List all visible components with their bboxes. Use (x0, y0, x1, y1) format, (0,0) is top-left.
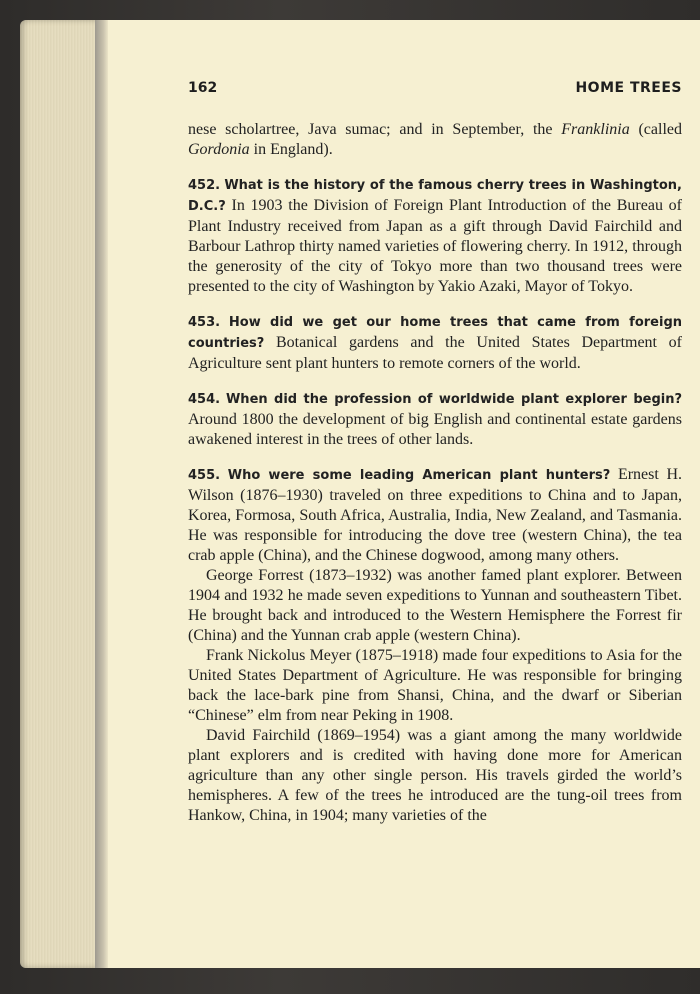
question-453: 453. How did we get our home trees that came from foreign countries? Botanical gardens and the United States Department of Agriculture sent plant hunters to remote corners of the world. (188, 315, 683, 372)
running-head (188, 78, 682, 98)
continuation-paragraph: nese scholartree, Java sumac; and in September, the Franklinia (called Gordonia in England). (188, 121, 682, 158)
body-text (188, 120, 682, 826)
running-title: HOME TREES (575, 80, 682, 96)
question-452: 452. What is the history of the famous cherry trees in Washington, D.C.? In 1903 the Division of Foreign Plant Introduction of the Bureau of Plant Industry received from Japan as a gift through David Fairchild and Barbour Lathrop thirty named varieties of flowering cherry. In 1912, through the generosity of the city of Tokyo more than two thousand trees were presented to the city of Washington by Yakio Azaki, Mayor of Tokyo. (188, 178, 683, 295)
book-page-edges (20, 20, 102, 968)
paragraph-forrest: George Forrest (1873–1932) was another famed plant explorer. Between 1904 and 1932 he made seven expeditions to Yunnan and southeastern Tibet. He brought back and introduced to the Western Hemisphere the Forrest fir (China) and the Yunnan crab apple (western China). (188, 567, 682, 644)
paragraph-meyer: Frank Nickolus Meyer (1875–1918) made four expeditions to Asia for the United States Department of Agriculture. He was responsible for bringing back the lace-bark pine from Shansi, China, and the dwarf or Siberian “Chinese” elm from near Peking in 1908. (188, 647, 682, 724)
book-page (108, 20, 700, 968)
question-454: 454. When did the profession of worldwide plant explorer begin? Around 1800 the development of big English and continental estate gardens awakened interest in the trees of other lands. (188, 392, 682, 448)
question-455: 455. Who were some leading American plant hunters? Ernest H. Wilson (1876–1930) traveled on three expeditions to China and to Japan, Korea, Formosa, South Africa, Australia, India, New Zealand, and Tasmania. He was responsible for introducing the dove tree (western China), the tea crab apple (China), and the Chinese dogwood, among many others. (188, 466, 683, 564)
book-gutter (95, 20, 109, 968)
paragraph-fairchild: David Fairchild (1869–1954) was a giant among the many worldwide plant explorers and is credited with having done more for American agriculture than any other single person. His travels girded the world’s hemispheres. A few of the trees he introduced are the tung-oil trees from Hankow, China, in 1904; many varieties of the (188, 727, 682, 824)
page-number: 162 (188, 80, 218, 96)
